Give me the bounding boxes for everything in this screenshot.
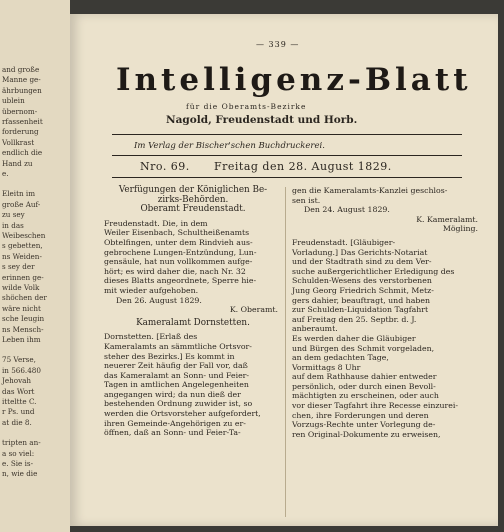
facing-page-fragment: r Ps. und: [2, 407, 35, 417]
text-line: und Bürgen des Schmit vorgeladen,: [292, 343, 435, 353]
facing-page-fragment: übernom-: [2, 106, 38, 116]
text-line: an dem gedachten Tage,: [292, 353, 389, 363]
text-line: gensäule, hat nun vollkommen aufge-: [104, 257, 253, 267]
facing-page-fragment: and große: [2, 65, 40, 74]
facing-page-fragment: e.: [2, 169, 9, 178]
facing-page-fragment: forderung: [2, 127, 39, 137]
text-line: gers dahier, beauftragt, und haben: [292, 295, 430, 305]
notice-signature: K. Kameralamt.: [416, 214, 478, 224]
facing-page-fragment: Weibeschen: [2, 231, 46, 240]
text-line: Vorladung.] Das Gerichts-Notariat: [292, 247, 428, 257]
text-line: persönlich, oder durch einen Bevoll-: [292, 381, 436, 391]
facing-page-fragment: ns Weiden-: [2, 251, 42, 261]
masthead-rule-top: [112, 134, 462, 135]
notice-signature: K. Oberamt.: [229, 305, 278, 315]
facing-page-fragment: e. Sie is-: [2, 459, 33, 468]
notice-kameralamt: [104, 332, 282, 438]
text-line: Freudenstadt. Die, in dem: [104, 218, 208, 228]
facing-page-fragment: itteltte C.: [2, 397, 37, 406]
notice-date: Den 26. August 1829.: [116, 295, 202, 305]
text-line: mit wieder aufgehoben.: [104, 285, 199, 295]
text-line: Tagen in amtlichen Angelegenheiten: [104, 380, 249, 390]
facing-page-fragment: wäre nicht: [2, 303, 41, 313]
page-number: — 339 —: [256, 40, 300, 49]
facing-page-fragment: Leben ihm: [2, 335, 41, 344]
masthead-title: Intelligenz-Blatt: [116, 62, 472, 98]
facing-page-fragment: erinnen ge-: [2, 272, 44, 282]
text-line: gen die Kameralamts-Kanzlei geschlos-: [292, 186, 448, 195]
facing-page-fragment: a so viel:: [2, 448, 35, 458]
column-divider: [285, 187, 286, 517]
text-line: dieses Blatts angeordnete, Sperre hie-: [104, 276, 257, 286]
text-line: auf dem Rathhause dahier entweder: [292, 372, 437, 382]
facing-page-fragment: Manne ge-: [2, 75, 41, 85]
notice-creditors: [292, 238, 482, 439]
facing-page-fragment: 75 Verse,: [2, 355, 36, 365]
text-line: bestehenden Ordnung zuwider ist, so: [104, 399, 253, 409]
facing-page-fragment: Vollkrast: [2, 137, 35, 147]
facing-page-fragment: in 566.480: [2, 365, 41, 375]
text-line: Weiler Eisenbach, Schultheißenamts: [104, 228, 250, 238]
text-line: hört; es wird daher die, nach Nr. 32: [104, 266, 246, 276]
text-line: neuerer Zeit häufig der Fall vor, daß: [104, 361, 248, 371]
notice-signature-name: Mögling.: [442, 224, 478, 234]
facing-page-fragment: tripten an-: [2, 438, 41, 448]
text-line: chen, ihre Forderungen und deren: [292, 410, 429, 420]
text-line: Freudenstadt. [Gläubiger-: [292, 237, 396, 247]
facing-page-fragment: Jehovah: [2, 376, 32, 386]
text-line: Vorzugs-Rechte unter Vorlegung de-: [292, 420, 436, 430]
text-line: öffnen, daß an Sonn- und Feier-Ta-: [104, 428, 241, 438]
facing-page-fragment: endlich die: [2, 148, 43, 158]
facing-page-fragment: at die 8.: [2, 417, 32, 427]
text-line: sen ist.: [292, 195, 321, 205]
facing-page-fragment: zu sey: [2, 210, 25, 220]
notice-date: Den 24. August 1829.: [304, 205, 390, 215]
right-column: [292, 186, 482, 439]
issue-date: Freitag den 28. August 1829.: [214, 160, 392, 173]
text-line: Kameralamts an sämmtliche Ortsvor-: [104, 341, 252, 351]
text-line: Dornstetten. [Erlaß des: [104, 332, 198, 342]
office-heading: Oberamt Freudenstadt.: [140, 204, 246, 215]
publisher-line: Im Verlag der Bischer'schen Buchdruckerei.: [134, 141, 325, 151]
text-line: anberaumt.: [292, 324, 338, 334]
facing-page-fragment: in das: [2, 220, 24, 230]
text-line: auf Freitag den 25. Septbr. d. J.: [292, 314, 417, 324]
facing-page-fragment: rfassenheit: [2, 117, 43, 126]
text-line: das Kameralamt an Sonn- und Feier-: [104, 370, 250, 380]
text-line: ihren Gemeinde-Angehörigen zu er-: [104, 418, 246, 428]
office-heading: Kameralamt Dornstetten.: [136, 317, 250, 328]
text-line: Schulden-Wesens des verstorbenen: [292, 276, 432, 286]
facing-page-fragment: n, wie die: [2, 469, 38, 479]
text-line: mächtigten zu erscheinen, oder auch: [292, 391, 439, 401]
issue-number: Nro. 69.: [140, 160, 190, 173]
text-line: ren Original-Dokumente zu erweisen,: [292, 429, 441, 439]
text-line: zur Schulden-Liquidation Tagfahrt: [292, 305, 429, 315]
text-line: und der Stadtrath sind zu dem Ver-: [292, 257, 432, 267]
facing-page-fragment: s gebetten,: [2, 241, 43, 251]
facing-page-fragment: Hand zu: [2, 158, 33, 168]
masthead-subtitle-districts: für die Oberamts-Bezirke: [186, 102, 307, 111]
masthead-rule-middle: [112, 155, 462, 156]
text-line: steher des Bezirks.] Es kommt in: [104, 351, 235, 361]
text-line: gebrochene Lungen-Entzündung, Lun-: [104, 247, 257, 257]
section-heading: zirks-Behörden.: [157, 194, 229, 205]
newspaper-page: [70, 14, 498, 526]
masthead-subtitle-towns: Nagold, Freudenstadt und Horb.: [166, 114, 358, 126]
facing-page-fragment: shöchen der: [2, 293, 47, 303]
text-line: vor dieser Tagfahrt ihre Recesse einzurei-: [292, 401, 458, 411]
facing-page-fragment: wilde Volk: [2, 283, 40, 292]
notice-livestock: [104, 219, 282, 296]
text-line: werden die Ortsvorsteher aufgefordert,: [104, 409, 261, 419]
facing-page-fragment: s sey der: [2, 262, 35, 272]
facing-page-fragment: ublein: [2, 96, 25, 106]
facing-page-fragment: ns Mensch-: [2, 324, 44, 334]
masthead-rule-bottom: [112, 177, 462, 178]
text-line: Obtelfingen, unter dem Rindvieh aus-: [104, 237, 253, 247]
notice-continuation: [292, 186, 482, 205]
facing-page-fragment: ährbungen: [2, 85, 42, 95]
facing-page: [0, 0, 70, 532]
section-heading: Verfügungen der Königlichen Be-: [118, 185, 268, 195]
facing-page-fragment: Eleitn im: [2, 189, 36, 199]
text-line: suche außergerichtlicher Erledigung des: [292, 266, 455, 276]
left-column: [104, 186, 282, 438]
text-line: Es werden daher die Gläubiger: [292, 333, 416, 343]
facing-page-fragment: sche Ieugin: [2, 314, 45, 324]
facing-page-fragment: große Auf-: [2, 199, 41, 209]
facing-page-fragment: das Wort: [2, 386, 35, 396]
text-line: Vormittags 8 Uhr: [292, 362, 361, 372]
text-line: Jung Georg Friedrich Schmit, Metz-: [292, 285, 434, 295]
text-line: angegangen wird; da nun dieß der: [104, 389, 241, 399]
